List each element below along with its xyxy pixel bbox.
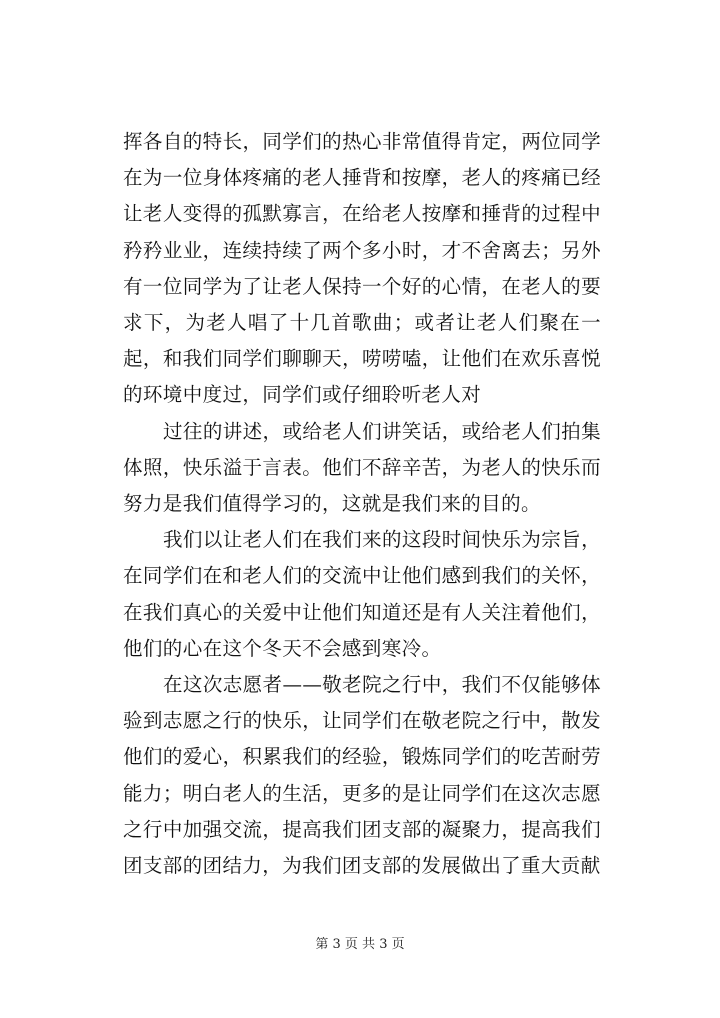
body-text [123,124,601,884]
page-footer: 第 3 页 共 3 页 [315,937,405,952]
paragraph-continued: 挥各自的特长，同学们的热心非常值得肯定，两位同学在为一位身体疼痛的老人捶背和按摩，老人的疼痛已经让老人变得的孤默寡言，在给老人按摩和捶背的过程中矜矜业业，连续持续了两个多小时，才不舍离去；另外有一位同学为了让老人保持一个好的心情，在老人的要求下，为老人唱了十几首歌曲；或者让老人们聚在一起，和我们同学们聊聊天，唠唠嗑，让他们在欢乐喜悦的环境中度过，同学们或仔细聆听老人对 [123,130,601,407]
paragraph-2: 过往的讲述，或给老人们讲笑话，或给老人们拍集体照，快乐溢于言表。他们不辞辛苦，为老人的快乐而努力是我们值得学习的，这就是我们来的目的。 [123,419,601,516]
paragraph-4: 在这次志愿者——敬老院之行中，我们不仅能够体验到志愿之行的快乐，让同学们在敬老院之行中，散发他们的爱心，积累我们的经验，锻炼同学们的吃苦耐劳能力；明白老人的生活，更多的是让同学们在这次志愿之行中加强交流，提高我们团支部的凝聚力，提高我们团支部的团结力，为我们团支部的发展做出了重大贡献 [123,673,601,878]
paragraph-3: 我们以让老人们在我们来的这段时间快乐为宗旨，在同学们在和老人们的交流中让他们感到我们的关怀，在我们真心的关爱中让他们知道还是有人关注着他们，他们的心在这个冬天不会感到寒冷。 [123,528,601,660]
